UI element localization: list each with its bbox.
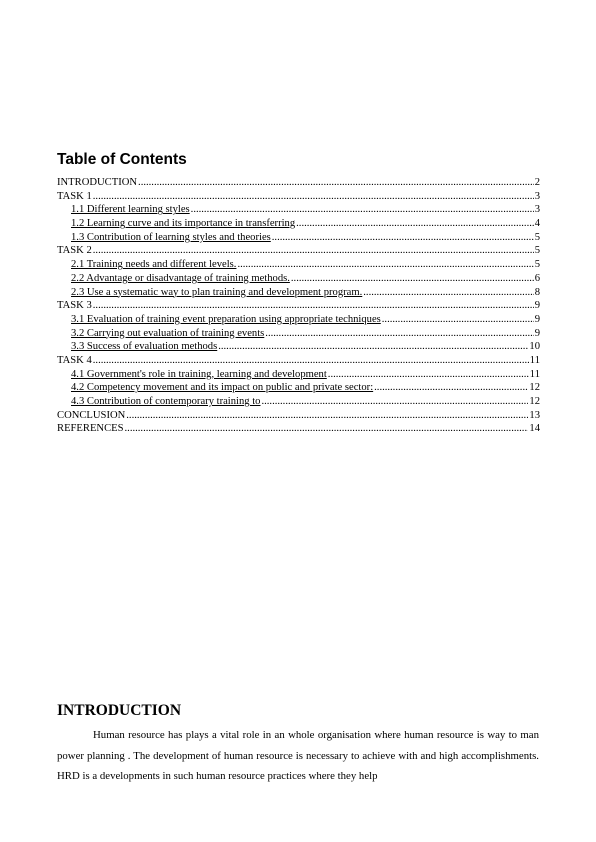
toc-leader-dots (93, 244, 534, 258)
toc-leader-dots (126, 409, 528, 423)
toc-leader-dots (291, 272, 534, 286)
toc-entry-label: TASK 3 (57, 300, 92, 312)
toc-entry-label[interactable]: 4.3 Contribution of contemporary training to (71, 396, 261, 407)
toc-entry-label[interactable]: 3.1 Evaluation of training event preparation using appropriate techniques (71, 313, 381, 325)
toc-leader-dots (382, 313, 534, 327)
toc-leader-dots (272, 231, 534, 245)
toc-entry[interactable] (57, 272, 540, 286)
toc-leader-dots (374, 381, 528, 395)
toc-leader-dots (93, 190, 534, 204)
toc-entry-page-number: 3 (534, 190, 540, 202)
toc-entry-page-number: 4 (534, 218, 540, 230)
toc-entry-label: TASK 4 (57, 354, 92, 366)
toc-entry-label: TASK 2 (57, 245, 92, 257)
toc-entry-label: TASK 1 (57, 190, 92, 202)
toc-entry-label[interactable]: 2.1 Training needs and different levels. (71, 259, 237, 271)
toc-entry-label[interactable]: 1.2 Learning curve and its importance in transferring (71, 218, 296, 230)
toc-entry-page-number: 6 (534, 272, 540, 284)
toc-entry[interactable] (57, 286, 540, 300)
toc-entry (57, 409, 540, 423)
toc-entry-label: INTRODUCTION (57, 177, 138, 188)
toc-entry-page-number: 2 (534, 177, 540, 188)
toc-entry-label[interactable]: 2.2 Advantage or disadvantage of training methods. (71, 272, 290, 284)
toc-entry-label[interactable]: 3.2 Carrying out evaluation of training events (71, 327, 265, 339)
toc-entry-label[interactable]: 3.3 Success of evaluation methods (71, 341, 218, 353)
toc-entry (57, 422, 540, 436)
introduction-heading: INTRODUCTION (57, 702, 182, 719)
toc-entry-label[interactable]: 1.1 Different learning styles (71, 204, 190, 216)
toc-entry-label[interactable]: 4.2 Competency movement and its impact on public and private sector: (71, 382, 374, 394)
toc-leader-dots (363, 286, 533, 300)
toc-leader-dots (191, 203, 534, 217)
toc-leader-dots (261, 395, 528, 409)
toc-entry[interactable] (57, 217, 540, 231)
toc-entry-page-number: 9 (534, 313, 540, 325)
toc-entry-page-number: 12 (529, 396, 540, 407)
toc-entry-page-number: 9 (534, 300, 540, 312)
toc-entry (57, 190, 540, 204)
toc-entry-label[interactable]: 4.1 Government's role in training, learning and development (71, 368, 327, 380)
toc-entry (57, 354, 540, 368)
toc-entry[interactable] (57, 313, 540, 327)
toc-leader-dots (218, 340, 528, 354)
toc-entry[interactable] (57, 203, 540, 217)
introduction-paragraph: Human resource has plays a vital role in an whole organisation where human resource is way to man power planning . The development of human resource is necessary to achieve with and high accomplishments. HRD is a developments in such human resource practices where they help (57, 729, 539, 782)
toc-entry (57, 299, 540, 313)
toc-entry-page-number: 8 (534, 286, 540, 298)
toc-leader-dots (296, 217, 534, 231)
table-of-contents (57, 176, 540, 436)
toc-entry-page-number: 11 (529, 354, 540, 366)
toc-entry-page-number: 13 (529, 409, 540, 421)
toc-entry-page-number: 5 (534, 245, 540, 257)
toc-entry-page-number: 9 (534, 327, 540, 339)
toc-leader-dots (125, 422, 529, 436)
toc-entry-page-number: 10 (529, 341, 540, 353)
toc-entry-label[interactable]: 2.3 Use a systematic way to plan training and development program. (71, 286, 363, 298)
toc-entry[interactable] (57, 258, 540, 272)
toc-entry[interactable] (57, 381, 540, 395)
toc-entry[interactable] (57, 340, 540, 354)
toc-entry-label: CONCLUSION (57, 409, 126, 421)
toc-entry (57, 176, 540, 190)
toc-entry-label[interactable]: 1.3 Contribution of learning styles and theories (71, 231, 271, 243)
toc-leader-dots (93, 354, 529, 368)
toc-leader-dots (265, 327, 533, 341)
toc-leader-dots (328, 368, 529, 382)
toc-leader-dots (138, 176, 534, 190)
toc-title: Table of Contents (57, 151, 187, 168)
toc-entry-page-number: 3 (534, 204, 540, 216)
toc-entry-page-number: 5 (534, 259, 540, 271)
toc-entry[interactable] (57, 368, 540, 382)
toc-entry[interactable] (57, 327, 540, 341)
toc-entry-page-number: 12 (529, 382, 540, 394)
toc-entry-page-number: 5 (534, 231, 540, 243)
toc-entry-label: REFERENCES (57, 423, 124, 435)
toc-entry-page-number: 14 (529, 423, 540, 435)
toc-entry (57, 244, 540, 258)
toc-leader-dots (237, 258, 533, 272)
toc-leader-dots (93, 299, 534, 313)
toc-entry-page-number: 11 (529, 368, 540, 380)
toc-entry[interactable] (57, 231, 540, 245)
toc-entry[interactable] (57, 395, 540, 409)
